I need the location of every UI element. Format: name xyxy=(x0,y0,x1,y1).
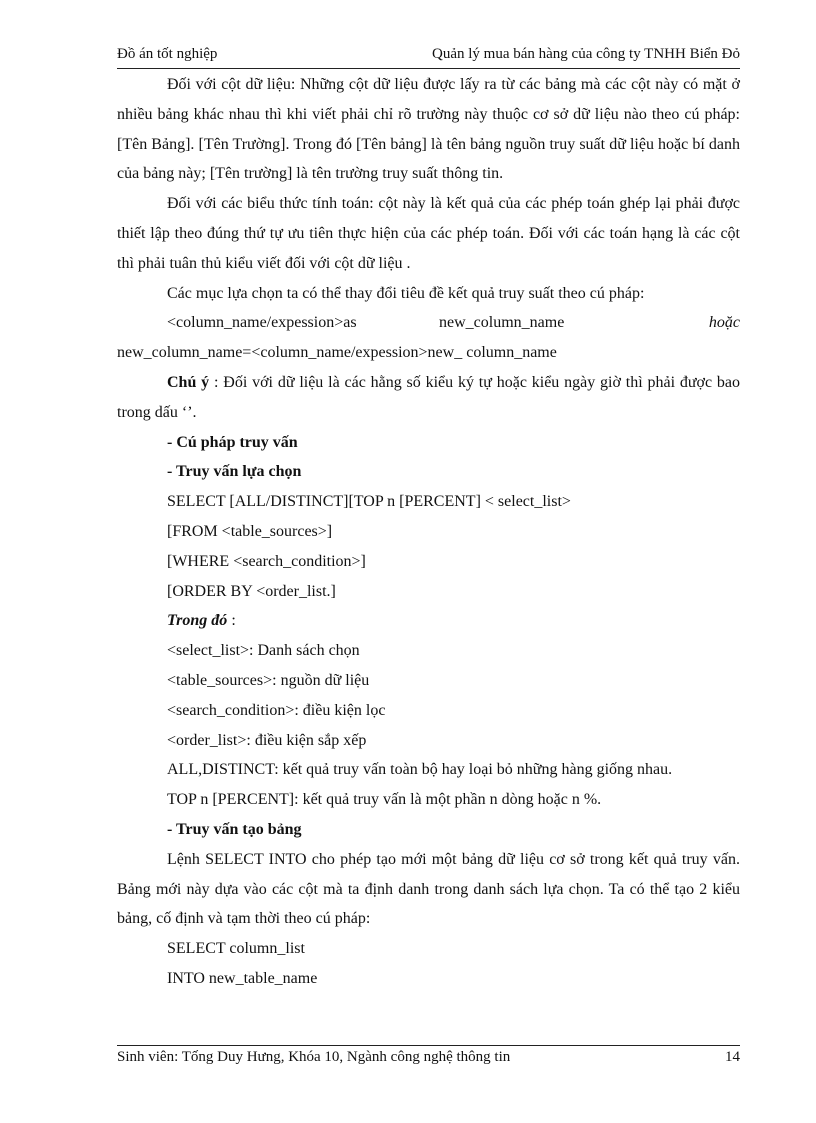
code-line-select: SELECT [ALL/DISTINCT][TOP n [PERCENT] < select_list> xyxy=(167,493,571,511)
code-line-from: [FROM <table_sources>] xyxy=(167,522,333,540)
note-paragraph xyxy=(117,368,740,428)
alias-syntax-or: hoặc xyxy=(708,314,740,332)
header-rule xyxy=(117,68,740,69)
alias-syntax-line-1 xyxy=(117,308,740,338)
heading-select-query xyxy=(117,457,740,487)
definition-select-list: <select_list>: Danh sách chọn xyxy=(167,642,360,660)
paragraph-select-into: Lệnh SELECT INTO cho phép tạo mới một bảng dữ liệu cơ sở trong kết quả truy vấn. Bảng mới này dựa vào các cột mà ta định danh trong danh sách lựa chọn. Ta có thể tạo 2 kiểu bảng, cố định và tạm thời theo cú pháp: xyxy=(117,850,740,928)
alias-syntax-line-2: new_column_name=<column_name/expession>new_ column_name xyxy=(117,344,557,362)
code-line-select-column-list: SELECT column_list xyxy=(167,940,305,958)
code-line-order-by: [ORDER BY <order_list.] xyxy=(167,582,336,600)
header-right-title: Quản lý mua bán hàng của công ty TNHH Biển Đỏ xyxy=(432,46,740,62)
alias-syntax-part-b: new_column_name xyxy=(439,314,565,332)
code-line-into: INTO new_table_name xyxy=(167,969,318,987)
page-body xyxy=(117,70,740,994)
heading-query-syntax xyxy=(117,428,740,458)
where-colon: : xyxy=(227,612,236,630)
where-label: Trong đó xyxy=(167,612,228,630)
footer-student-info: Sinh viên: Tống Duy Hưng, Khóa 10, Ngành công nghệ thông tin xyxy=(117,1049,511,1065)
footer-rule xyxy=(117,1045,740,1046)
page-header xyxy=(117,44,740,66)
heading-query-syntax-text: - Cú pháp truy vấn xyxy=(167,433,298,451)
paragraph-alias-intro: Các mục lựa chọn ta có thể thay đổi tiêu đề kết quả truy suất theo cú pháp: xyxy=(167,284,645,302)
heading-select-query-text: - Truy vấn lựa chọn xyxy=(167,463,302,481)
definition-table-sources: <table_sources>: nguồn dữ liệu xyxy=(167,671,370,689)
definition-all-distinct: ALL,DISTINCT: kết quả truy vấn toàn bộ hay loại bỏ những hàng giống nhau. xyxy=(167,761,673,779)
code-line-where: [WHERE <search_condition>] xyxy=(167,552,366,570)
definition-top-n: TOP n [PERCENT]: kết quả truy vấn là một phần n dòng hoặc n %. xyxy=(167,791,602,809)
page-footer xyxy=(117,1047,740,1069)
note-text: : Đối với dữ liệu là các hằng số kiểu ký tự hoặc kiểu ngày giờ thì phải được bao trong dấu ‘’. xyxy=(117,373,741,421)
alias-syntax-part-a: <column_name/expession>as xyxy=(167,314,357,332)
where-label-line xyxy=(117,606,740,636)
note-label: Chú ý xyxy=(167,373,210,391)
definition-search-condition: <search_condition>: điều kiện lọc xyxy=(167,701,386,719)
heading-create-table-query xyxy=(117,815,740,845)
header-left-title: Đồ án tốt nghiệp xyxy=(117,46,218,62)
paragraph-data-columns: Đối với cột dữ liệu: Những cột dữ liệu được lấy ra từ các bảng mà các cột này có mặt ở nhiều bảng khác nhau thì khi viết phải chỉ rõ trường này thuộc cơ sở dữ liệu nào theo cú pháp: [Tên Bảng]. [Tên Trường]. Trong đó [Tên bảng] là tên bảng nguồn truy suất dữ liệu hoặc bí danh của bảng này; [Tên trường] là tên trường truy suất thông tin. xyxy=(117,76,740,183)
definition-order-list: <order_list>: điều kiện sắp xếp xyxy=(167,731,367,749)
paragraph-expressions: Đối với các biểu thức tính toán: cột này là kết quả của các phép toán ghép lại phải được thiết lập theo đúng thứ tự ưu tiên thực hiện của các phép toán. Đối với các toán hạng là các cột thì phải tuân thủ kiểu viết đối với cột dữ liệu . xyxy=(117,195,740,272)
page-number: 14 xyxy=(725,1049,740,1065)
heading-create-table-query-text: - Truy vấn tạo bảng xyxy=(167,820,302,838)
